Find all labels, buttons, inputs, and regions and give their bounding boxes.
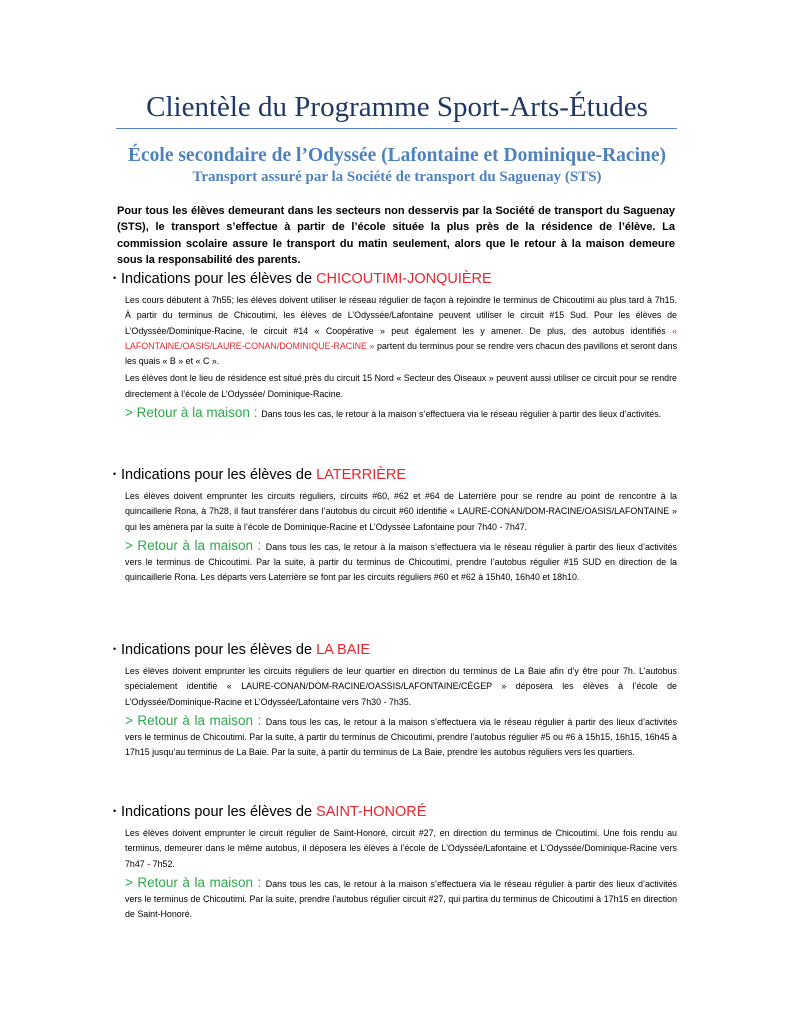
heading-lead: Indications pour les élèves de <box>121 804 317 820</box>
paragraph-text: Les cours débutent à 7h55; les élèves doivent utiliser le réseau régulier de façon à rejoindre le terminus de Chicoutimi au plus tard à 7h15. À partir du terminus de Chicoutimi, les élèves de L’Odyssée/Lafontaine peuvent utiliser le circuit #15 Sud. Pour les élèves de L’Odyssée/Dominique-Racine, le circuit #14 « Coopérative » peut également les y amener. De plus, des autobus identifiés <box>125 295 677 336</box>
return-home-paragraph <box>125 538 677 586</box>
heading-place: LA BAIE <box>316 642 371 658</box>
return-home-label: > Retour à la maison : <box>125 712 266 728</box>
transport-subtitle: Transport assuré par la Société de transport du Saguenay (STS) <box>192 169 602 185</box>
return-home-paragraph <box>125 405 677 422</box>
section-laterriere <box>113 464 677 586</box>
highlighted-bus-label: « LAFONTAINE/OASIS/LAURE-CONAN/DOMINIQUE-RACINE » <box>125 325 677 351</box>
return-home-text: Dans tous les cas, le retour à la maison s’effectuera via le réseau régulier à partir des lieux d’activités vers le terminus de Chicoutimi. Par la suite, à partir du terminus de Chicoutimi, prendre l’autobus régulier #15 SUD en direction de la quincaillerie Rona. Les départs vers Laterrière se font par les circuits réguliers #60 et #62 à 15h40, 16h40 et 18h10. <box>125 541 677 583</box>
return-home-text: Dans tous les cas, le retour à la maison s’effectuera via le réseau régulier à partir des lieux d’activités. <box>261 409 662 420</box>
return-home-label: > Retour à la maison : <box>125 405 262 421</box>
return-home-paragraph <box>125 875 677 923</box>
section-paragraph: Les élèves doivent emprunter les circuits réguliers de leur quartier en direction du terminus de La Baie afin d’y être pour 7h. L’autobus spécialement identifié « LAURE-CONAN/DOM-RACINE/OASSIS/LAFONTAINE/CÉGEP » déposera les élèves à l’école de L’Odyssée/Dominique-Racine et L’Odyssée/Lafontaine vers 7h30 - 7h35. <box>125 666 677 707</box>
section-paragraph <box>125 293 677 369</box>
return-home-text: Dans tous les cas, le retour à la maison s’effectuera via le réseau régulier à partir des lieux d’activités vers le terminus de Chicoutimi. Par la suite, à partir du terminus de Chicoutimi, prendre l’autobus régulier #5 ou #6 à 15h15, 16h15, 16h45 à 17h15 jusqu’au terminus de La Baie. Par la suite, à partir du terminus de La Baie, prendre les autobus réguliers vers les quartiers. <box>125 716 677 758</box>
section-heading <box>113 464 677 485</box>
section-paragraph: Les élèves doivent emprunter les circuits réguliers, circuits #60, #62 et #64 de Laterrière pour se rendre au point de rencontre à la quincaillerie Rona, à 7h28, il faut transférer dans l’autobus du circuit #60 identifié « LAURE-CONAN/DOM-RACINE/OASIS/LAFONTAINE » qui les amènera par la suite à l’école de Dominique-Racine et L’Odyssée Lafontaine pour 7h40 - 7h47. <box>125 491 677 532</box>
section-saint-honore <box>113 801 677 923</box>
bullet-icon: • <box>113 469 117 479</box>
heading-place: SAINT-HONORÉ <box>316 804 427 820</box>
section-heading <box>113 801 677 822</box>
bullet-icon: • <box>113 273 117 283</box>
title-divider <box>116 128 677 129</box>
return-home-text: Dans tous les cas, le retour à la maison s’effectuera via le réseau régulier à partir des lieux d’activités vers le terminus de Chicoutimi. Par la suite, prendre l’autobus régulier circuit #27, qui partira du terminus de Chicoutimi à 17h15 en direction de Saint-Honoré. <box>125 878 677 920</box>
return-home-paragraph <box>125 713 677 761</box>
intro-paragraph: Pour tous les élèves demeurant dans les secteurs non desservis par la Société de transport du Saguenay (STS), le transport s’effectue à partir de l’école située la plus près de la résidence de l’élève. La commission scolaire assure le transport du matin seulement, alors que le retour à la maison demeure sous la responsabilité des parents. <box>117 205 675 267</box>
heading-lead: Indications pour les élèves de <box>121 642 317 658</box>
paragraph-text: partent du terminus pour se rendre vers chacun des pavillons et seront dans les quais « B » et « C ». <box>125 340 678 367</box>
section-heading <box>113 639 677 660</box>
school-name: École secondaire de l’Odyssée (Lafontaine et Dominique-Racine) <box>127 145 666 166</box>
section-la-baie <box>113 639 677 761</box>
document-title: Clientèle du Programme Sport-Arts-Études <box>146 91 648 123</box>
section-chicoutimi-jonquiere <box>113 268 677 422</box>
heading-lead: Indications pour les élèves de <box>121 271 317 287</box>
heading-lead: Indications pour les élèves de <box>121 467 317 483</box>
section-paragraph: Les élèves dont le lieu de résidence est situé près du circuit 15 Nord « Secteur des Oiseaux » peuvent aussi utiliser ce circuit pour se rendre directement à l’école de L’Odyssée/ Dominique-Racine. <box>125 373 677 399</box>
bullet-icon: • <box>113 806 117 816</box>
return-home-label: > Retour à la maison : <box>125 537 266 553</box>
section-heading <box>113 268 677 289</box>
bullet-icon: • <box>113 644 117 654</box>
section-paragraph: Les élèves doivent emprunter le circuit régulier de Saint-Honoré, circuit #27, en direction du terminus de Chicoutimi. Une fois rendu au terminus, demeurer dans le même autobus, il déposera les élèves à l’école de L’Odyssée/Lafontaine et L’Odyssée/Dominique-Racine vers 7h47 - 7h52. <box>125 828 677 869</box>
heading-place: LATERRIÈRE <box>316 467 407 483</box>
return-home-label: > Retour à la maison : <box>125 874 266 890</box>
heading-place: CHICOUTIMI-JONQUIÈRE <box>316 271 492 287</box>
